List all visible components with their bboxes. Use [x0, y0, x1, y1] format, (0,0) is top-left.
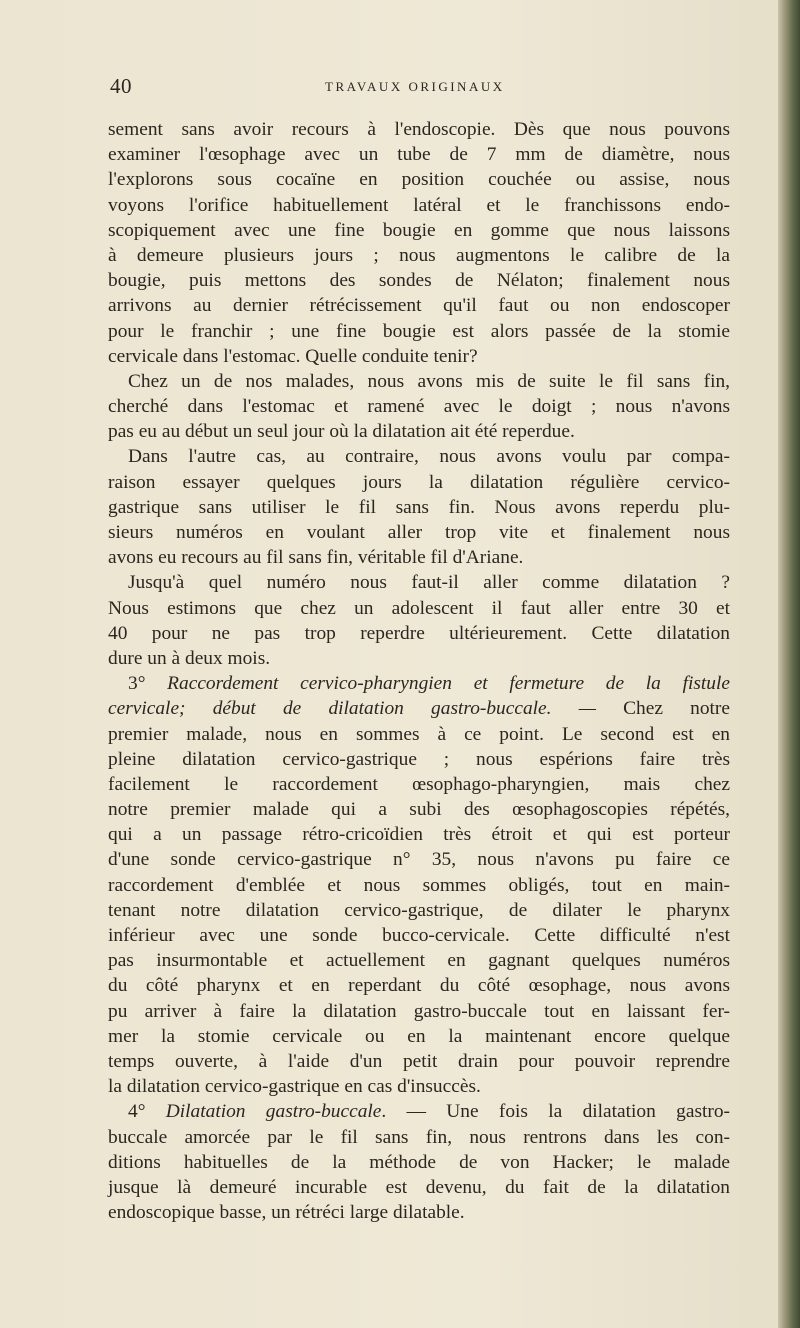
text-line: buccale amorcée par le fil sans fin, nous rentrons dans les con- [108, 1126, 730, 1148]
text-line: examiner l'œsophage avec un tube de 7 mm de diamètre, nous [108, 144, 730, 166]
text-line: du côté pharynx et en reperdant du côté œsophage, nous avons [108, 975, 730, 997]
text-line: dure un à deux mois. [108, 647, 271, 669]
text-line: Nous estimons que chez un adolescent il faut aller entre 30 et [108, 597, 730, 619]
text-line: sement sans avoir recours à l'endoscopie. Dès que nous pouvons [108, 119, 730, 140]
text-line: Chez un de nos malades, nous avons mis de suite le fil sans fin, [128, 370, 730, 392]
text-line: arrivons au dernier rétrécissement qu'il faut ou non endoscoper [108, 295, 730, 317]
text-line: cervicale dans l'estomac. Quelle conduite tenir? [108, 345, 478, 367]
text-line: mer la stomie cervicale ou en la maintenant encore quelque [108, 1025, 730, 1047]
text-line: pour le franchir ; une fine bougie est alors passée de la stomie [108, 320, 730, 342]
text-line: ditions habituelles de la méthode de von Hacker; le malade [108, 1151, 730, 1173]
text-line: 40 pour ne pas trop reperdre ultérieurement. Cette dilatation [108, 622, 730, 644]
text-line: Dans l'autre cas, au contraire, nous avons voulu par compa- [128, 446, 730, 468]
text-line: sieurs numéros en voulant aller trop vite et finalement nous [108, 522, 730, 543]
text-line: temps ouverte, à l'aide d'un petit drain pour pouvoir reprendre [108, 1050, 730, 1072]
text-line: pas eu au début un seul jour où la dilatation ait été reperdue. [108, 421, 575, 443]
text-line: inférieur avec une sonde bucco-cervicale. Cette difficulté n'est [108, 925, 730, 946]
text-line: raccordement d'emblée et nous sommes obligés, tout en main- [108, 874, 730, 896]
book-spine-edge [778, 0, 800, 1328]
body-text [108, 117, 730, 1225]
text-line: qui a un passage rétro-cricoïdien très étroit et qui est porteur [108, 824, 730, 846]
text-line: Jusqu'à quel numéro nous faut-il aller comme dilatation ? [128, 572, 730, 594]
text-line: voyons l'orifice habituellement latéral et le franchissons endo- [108, 194, 730, 216]
text-line: jusque là demeuré incurable est devenu, du fait de la dilatation [108, 1176, 730, 1198]
text-line: cervicale; début de dilatation gastro-buccale. — Chez notre [108, 698, 730, 720]
text-line: avons eu recours au fil sans fin, véritable fil d'Ariane. [108, 547, 524, 569]
text-line: gastrique sans utiliser le fil sans fin. Nous avons reperdu plu- [108, 496, 730, 518]
text-line: bougie, puis mettons des sondes de Nélaton; finalement nous [108, 270, 730, 292]
text-line: endoscopique basse, un rétréci large dilatable. [108, 1202, 465, 1224]
text-line: pleine dilatation cervico-gastrique ; nous espérions faire très [108, 748, 730, 770]
page-number: 40 [110, 74, 132, 98]
text-line: d'une sonde cervico-gastrique n° 35, nous n'avons pu faire ce [108, 849, 730, 871]
text-line: pas insurmontable et actuellement en gagnant quelques numéros [108, 950, 730, 972]
text-line: premier malade, nous en sommes à ce point. Le second est en [108, 723, 730, 745]
text-line: 4° Dilatation gastro-buccale. — Une fois la dilatation gastro- [128, 1101, 730, 1123]
text-line: la dilatation cervico-gastrique en cas d'insuccès. [108, 1076, 481, 1098]
text-line: pu arriver à faire la dilatation gastro-buccale tout en laissant fer- [108, 1000, 730, 1022]
text-line: raison essayer quelques jours la dilatation régulière cervico- [108, 471, 730, 493]
running-title: TRAVAUX ORIGINAUX [325, 79, 505, 94]
text-line: scopiquement avec une fine bougie en gomme que nous laissons [108, 219, 730, 241]
text-line: l'explorons sous cocaïne en position couchée ou assise, nous [108, 169, 730, 191]
text-line: facilement le raccordement œsophago-pharyngien, mais chez [108, 773, 730, 795]
text-line: tenant notre dilatation cervico-gastrique, de dilater le pharynx [108, 899, 730, 921]
text-line: cherché dans l'estomac et ramené avec le doigt ; nous n'avons [108, 396, 730, 418]
text-line: notre premier malade qui a subi des œsophagoscopies répétés, [108, 799, 730, 821]
text-line: à demeure plusieurs jours ; nous augmentons le calibre de la [108, 244, 730, 266]
text-line: 3° Raccordement cervico-pharyngien et fermeture de la fistule [128, 673, 730, 695]
page-header [110, 74, 730, 104]
